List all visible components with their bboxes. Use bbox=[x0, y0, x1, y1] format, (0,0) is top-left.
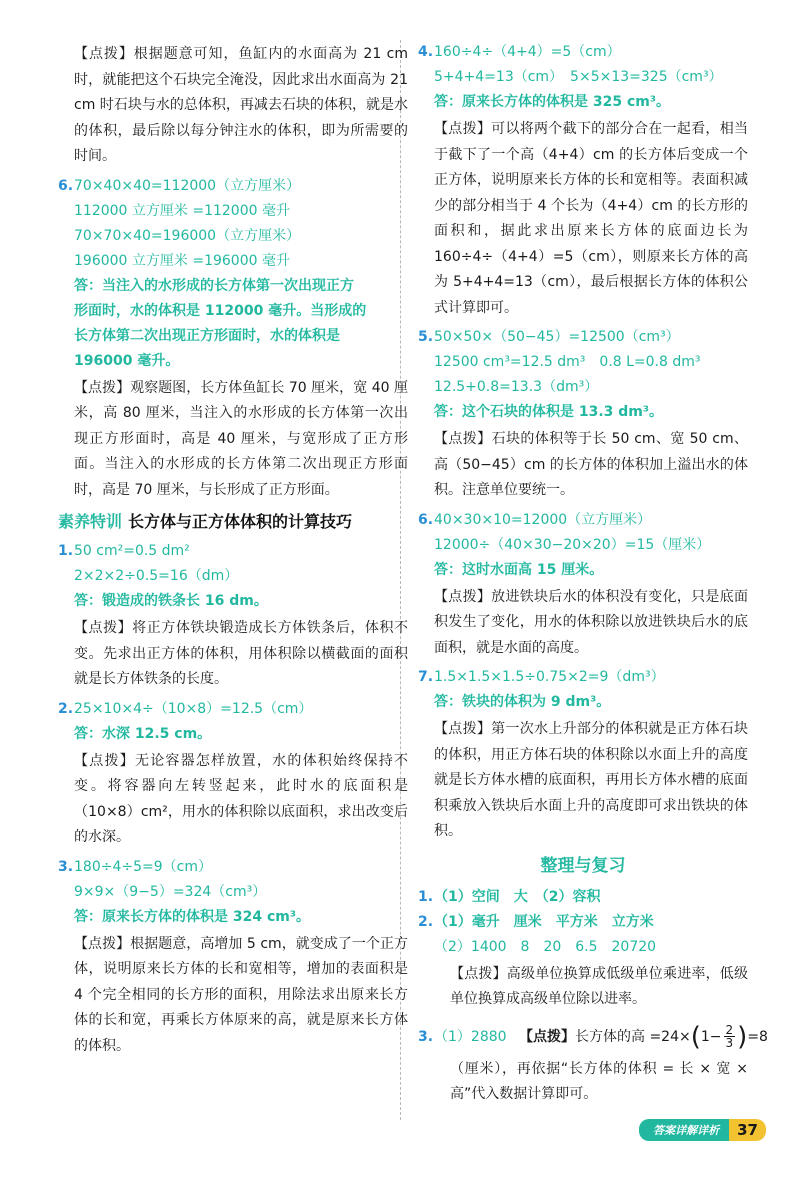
answer-line: 答：当注入的水形成的长方体第一次出现正方 bbox=[74, 277, 354, 294]
answer-line: （1）空间 大 （2）容积 bbox=[434, 888, 601, 905]
section-title: 长方体与正方体体积的计算技巧 bbox=[128, 512, 353, 531]
answer-q6 bbox=[58, 174, 408, 374]
answer-line: 答：原来长方体的体积是 325 cm³。 bbox=[434, 94, 670, 110]
formula-text: 长方体的高 =24× bbox=[575, 1028, 691, 1045]
paren-open: ( bbox=[690, 1021, 701, 1052]
page-number: 37 bbox=[729, 1119, 766, 1141]
answer-line: 5+4+4=13（cm） 5×5×13=325（cm³） bbox=[434, 69, 723, 85]
answer-r2 bbox=[418, 910, 748, 960]
question-number: 6. bbox=[418, 511, 434, 528]
answer-line: 70×40×40=112000（立方厘米） bbox=[74, 177, 301, 194]
answer-line: 形面时，水的体积是 112000 毫升。当形成的 bbox=[74, 302, 367, 319]
question-number: 2. bbox=[58, 700, 74, 717]
answer-line: 196000 立方厘米 =196000 毫升 bbox=[74, 252, 290, 269]
answer-line: 答：这时水面高 15 厘米。 bbox=[434, 561, 604, 578]
note-r3: （厘米），再依据“长方体的体积 = 长 × 宽 × 高”代入数据计算即可。 bbox=[450, 1060, 748, 1102]
answer-line: 50×50×（50−45）=12500（cm³） bbox=[434, 329, 680, 345]
answer-s2 bbox=[58, 697, 408, 747]
answer-line: 180÷4÷5=9（cm） bbox=[74, 858, 212, 875]
note-q5: 【点拨】根据题意可知，鱼缸内的水面高为 21 cm 时，就能把这个石块完全淹没，因此求出水面高为 21 cm 时石块与水的总体积，再减去石块的体积，就是水的体积，最后除以每分钟注水的体积，即为所需要的时间。 bbox=[74, 46, 408, 164]
answer-line: 50 cm²=0.5 dm² bbox=[74, 543, 190, 559]
note-s6: 【点拨】放进铁块后水的体积没有变化，只是底面积发生了变化，用水的体积除以放进铁块后水的底面积，就是水面的高度。 bbox=[434, 588, 748, 656]
footer-label: 答案详解详析 bbox=[639, 1119, 729, 1141]
question-number: 2. bbox=[418, 913, 434, 930]
answer-r3 bbox=[418, 1017, 768, 1108]
answer-s6 bbox=[418, 508, 748, 583]
answer-r1 bbox=[418, 885, 748, 910]
review-section-title: 整理与复习 bbox=[540, 855, 626, 876]
answer-line: 12500 cm³=12.5 dm³ 0.8 L=0.8 dm³ bbox=[434, 354, 701, 370]
note-s4: 【点拨】可以将两个截下的部分合在一起看，相当于截下了一个高（4+4）cm 的长方体后变成一个正方体，说明原来长方体的长和宽相等。表面积减少的部分相当于 4 个长为（4+4）cm 的长方形的面积和，据此求出原来长方体的底面边长为 160÷4÷（4+4）=5（cm），则原来长方体的高为 5+4+4=13（cm），最后根据长方体的体积公式计算即可。 bbox=[434, 121, 748, 316]
question-number: 4. bbox=[418, 44, 434, 60]
note-q6: 【点拨】观察题图，长方体鱼缸长 70 厘米，宽 40 厘米，高 80 厘米，当注入的水形成的长方体第一次出现正方形面时，高是 40 厘米，与宽形成了正方形面。当注入的水形成的长方体第二次出现正方形面时，高是 70 厘米，与长形成了正方形面。 bbox=[74, 379, 408, 498]
answer-s5 bbox=[418, 325, 748, 425]
note-s5: 【点拨】石块的体积等于长 50 cm、宽 50 cm、高（50−45）cm 的长方体的体积加上溢出水的体积。注意单位要统一。 bbox=[434, 431, 748, 498]
answer-s4 bbox=[418, 40, 748, 115]
answer-line: 40×30×10=12000（立方厘米） bbox=[434, 511, 652, 528]
answer-line: 长方体第二次出现正方形面时，水的体积是 bbox=[74, 327, 340, 344]
section-tag: 素养特训 bbox=[58, 512, 123, 531]
question-number: 7. bbox=[418, 669, 434, 685]
answer-line: 2×2×2÷0.5=16（dm） bbox=[74, 568, 239, 584]
answer-line: 答：原来长方体的体积是 324 cm³。 bbox=[74, 908, 310, 925]
question-number: 5. bbox=[418, 329, 434, 345]
left-column bbox=[58, 40, 408, 1063]
question-number: 3. bbox=[58, 858, 74, 875]
question-number: 1. bbox=[58, 543, 74, 559]
note-r2: 【点拨】高级单位换算成低级单位乘进率，低级单位换算成高级单位除以进率。 bbox=[450, 965, 748, 1007]
fraction bbox=[724, 1024, 736, 1049]
note-s2: 【点拨】无论容器怎样放置，水的体积始终保持不变。将容器向左转竖起来，此时水的底面积是（10×8）cm²，用水的体积除以底面积，求出改变后的水深。 bbox=[74, 752, 408, 845]
answer-line: 9×9×（9−5）=324（cm³） bbox=[74, 883, 267, 900]
answer-line: （2）1400 8 20 6.5 20720 bbox=[434, 938, 657, 955]
section-heading bbox=[58, 507, 408, 537]
answer-line: 1.5×1.5×1.5÷0.75×2=9（dm³） bbox=[434, 669, 665, 685]
question-number: 1. bbox=[418, 888, 434, 905]
right-column bbox=[418, 40, 768, 1112]
answer-line: （1）2880 bbox=[434, 1028, 507, 1045]
formula-one: 1− bbox=[700, 1028, 722, 1045]
answer-s1 bbox=[58, 539, 408, 614]
question-number: 6. bbox=[58, 177, 74, 194]
answer-s3 bbox=[58, 855, 408, 930]
answer-line: 答：这个石块的体积是 13.3 dm³。 bbox=[434, 404, 664, 420]
question-number: 3. bbox=[418, 1028, 434, 1045]
answer-line: 70×70×40=196000（立方厘米） bbox=[74, 227, 301, 244]
answer-line: 12.5+0.8=13.3（dm³） bbox=[434, 379, 599, 395]
page-footer bbox=[639, 1118, 766, 1142]
answer-line: 112000 立方厘米 =112000 毫升 bbox=[74, 202, 290, 219]
answer-line: （1）毫升 厘米 平方米 立方米 bbox=[434, 913, 654, 930]
answer-line: 答：水深 12.5 cm。 bbox=[74, 725, 212, 742]
note-tag: 【点拨】 bbox=[519, 1028, 575, 1045]
answer-s7 bbox=[418, 665, 748, 715]
answer-line: 160÷4÷（4+4）=5（cm） bbox=[434, 44, 621, 60]
answer-line: 196000 毫升。 bbox=[74, 352, 180, 369]
fraction-numerator: 2 bbox=[725, 1023, 734, 1037]
paren-close: ) bbox=[737, 1021, 748, 1052]
answer-line: 答：锻造成的铁条长 16 dm。 bbox=[74, 593, 268, 609]
note-s1: 【点拨】将正方体铁块锻造成长方体铁条后，体积不变。先求出正方体的体积，用体积除以横截面的面积就是长方体铁条的长度。 bbox=[74, 620, 408, 687]
answer-line: 25×10×4÷（10×8）=12.5（cm） bbox=[74, 700, 313, 717]
answer-line: 12000÷（40×30−20×20）=15（厘米） bbox=[434, 536, 711, 553]
formula-result: =8 bbox=[747, 1028, 768, 1045]
answer-line: 答：铁块的体积为 9 dm³。 bbox=[434, 694, 611, 710]
note-s3: 【点拨】根据题意，高增加 5 cm，就变成了一个正方体，说明原来长方体的长和宽相等，增加的表面积是 4 个完全相同的长方形的面积，用除法求出原来长方体的长和宽，再乘长方体原来的高，就是原来长方体的体积。 bbox=[74, 935, 408, 1054]
fraction-denominator: 3 bbox=[725, 1036, 734, 1050]
note-s7: 【点拨】第一次水上升部分的体积就是正方体石块的体积，用正方体石块的体积除以水面上升的高度就是长方体水槽的底面积，再用长方体水槽的底面积乘放入铁块后水面上升的高度即可求出铁块的体积。 bbox=[434, 721, 748, 839]
